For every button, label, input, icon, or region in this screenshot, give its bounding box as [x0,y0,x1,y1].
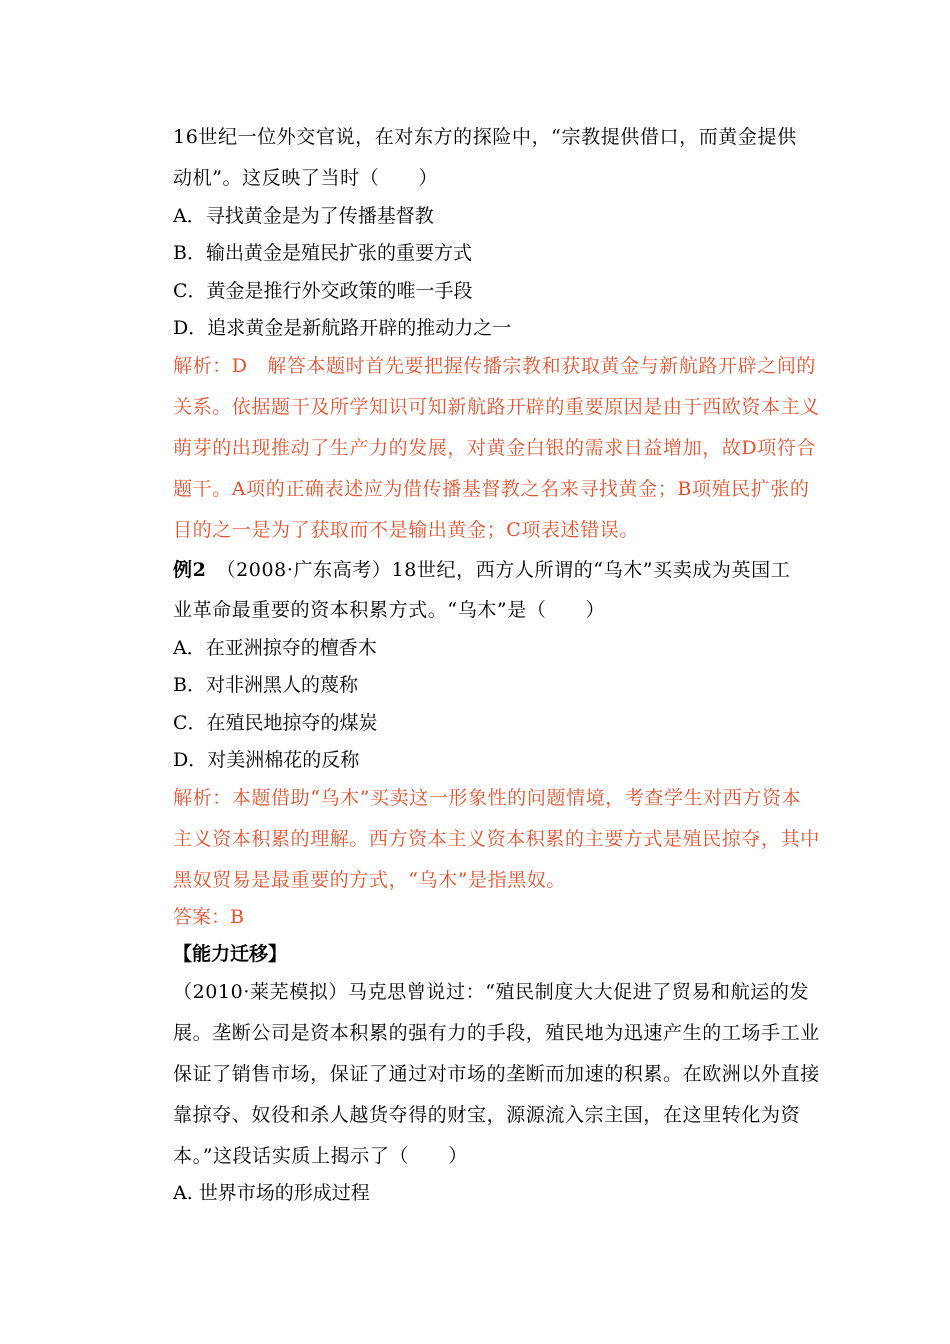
q1-analysis-line-1: 解析：D 解答本题时首先要把握传播宗教和获取黄金与新航路开辟之间的 [173,355,817,377]
q2-analysis-line-2: 主义资本积累的理解。西方资本主义资本积累的主要方式是殖民掠夺，其中 [173,828,820,850]
q2-stem-line-2: 业革命最重要的资本积累方式。“乌木”是（ ） [173,599,606,621]
section-stem-line-4: 靠掠夺、奴役和杀人越货夺得的财宝，源源流入宗主国，在这里转化为资 [173,1104,801,1126]
q1-option-b: B．输出黄金是殖民扩张的重要方式 [173,242,472,264]
section-stem-line-2: 展。垄断公司是资本积累的强有力的手段，殖民地为迅速产生的工场手工业 [173,1022,820,1044]
section-stem-line-3: 保证了销售市场，保证了通过对市场的垄断而加速的积累。在欧洲以外直接 [173,1063,820,1085]
q1-option-c: C．黄金是推行外交政策的唯一手段 [173,280,473,302]
q2-label: 例2 [173,559,207,581]
q1-analysis-line-3: 萌芽的出现推动了生产力的发展，对黄金白银的需求日益增加，故D项符合 [173,437,817,459]
q2-option-a: A．在亚洲掠夺的檀香木 [173,637,377,659]
section-stem-line-5: 本。”这段话实质上揭示了（ ） [173,1145,468,1167]
q1-analysis-line-4: 题干。A项的正确表述应为借传播基督教之名来寻找黄金；B项殖民扩张的 [173,478,810,500]
q2-stem-first: （2008·广东高考）18世纪，西方人所谓的“乌木”买卖成为英国工 [206,559,791,581]
q2-answer: 答案：B [173,906,244,928]
q2-analysis-line-3: 黑奴贸易是最重要的方式，“乌木”是指黑奴。 [173,869,567,891]
q2-analysis-line-1: 解析：本题借助“乌木”买卖这一形象性的问题情境，考查学生对西方资本 [173,787,802,809]
section-option-a: A. 世界市场的形成过程 [173,1182,370,1204]
section-title: 【能力迁移】 [173,943,288,965]
q1-option-a: A．寻找黄金是为了传播基督教 [173,205,434,227]
q1-option-d: D．追求黄金是新航路开辟的推动力之一 [173,317,512,339]
q1-stem-line-2: 动机”。这反映了当时（ ） [173,167,439,189]
q2-option-c: C．在殖民地掠夺的煤炭 [173,712,378,734]
q2-option-d: D．对美洲棉花的反称 [173,749,360,771]
q2-stem-line-1 [173,558,813,582]
q2-option-b: B．对非洲黑人的蔑称 [173,674,358,696]
section-stem-line-1: （2010·莱芜模拟）马克思曾说过：“殖民制度大大促进了贸易和航运的发 [173,981,810,1003]
q1-analysis-line-5: 目的之一是为了获取而不是输出黄金；C项表述错误。 [173,519,639,541]
q1-analysis-line-2: 关系。依据题干及所学知识可知新航路开辟的重要原因是由于西欧资本主义 [173,396,820,418]
q1-stem-line-1: 16世纪一位外交官说，在对东方的探险中，“宗教提供借口，而黄金提供 [173,126,797,148]
